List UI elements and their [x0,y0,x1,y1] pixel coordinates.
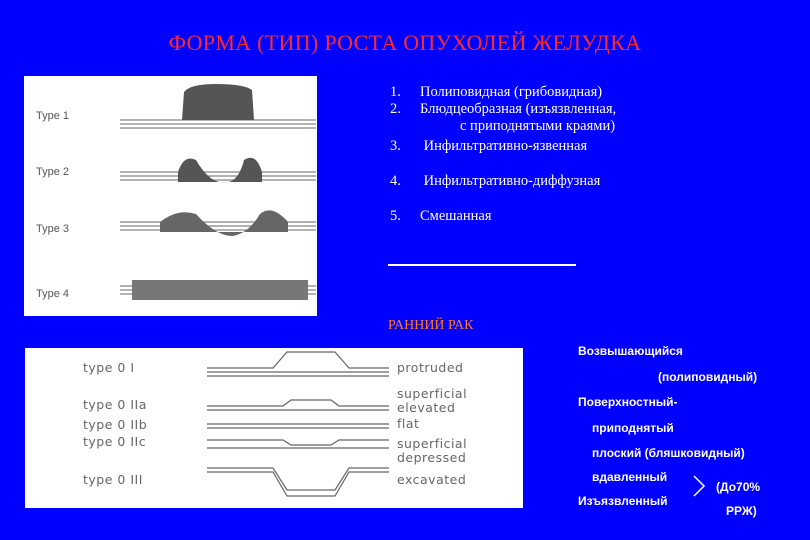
depressed-ru-label: вдавленный [592,470,668,484]
item-text: Инфильтративно-язвенная [420,138,588,154]
early-cancer-figure [25,348,523,508]
type-0-iib-label: type 0 IIb [83,417,148,432]
ulcerated-tumor-shape [178,158,262,182]
diffuse-infiltration-shape [132,280,308,300]
list-underline [388,264,576,266]
polypoid-tumor-shape [182,84,254,120]
bracket-icon [692,474,706,498]
depressed-label: depressed [397,450,467,465]
list-item [390,118,730,135]
elevated-ru-label: приподнятый [592,421,674,435]
percentage-ru-label: (До70% [716,480,761,494]
item-text: Инфильтративно-диффузная [420,173,601,189]
type-0-iia-label: type 0 IIa [83,397,147,412]
ulcerated-ru-label: Изъязвленный [578,494,668,508]
item-text: с приподнятыми краями) [460,118,616,134]
flat-ru-label: плоский (бляшковидный) [592,446,745,460]
item-number: 2. [390,101,401,117]
growth-forms-list [390,84,730,225]
type-1-label: Type 1 [36,110,70,122]
early-lesion-drawing [203,348,389,508]
elevated-label: elevated [397,400,456,415]
early-cancer-heading: РАННИЙ РАК [388,318,474,333]
growth-types-drawing [120,76,316,316]
type-2-label: Type 2 [36,166,70,178]
rrzh-ru-label: РРЖ) [726,504,757,518]
list-item [390,84,730,101]
list-item [390,138,730,155]
type-3-label: Type 3 [36,223,70,235]
flat-label: flat [397,416,420,431]
type-0-iii-label: type 0 III [83,472,143,487]
list-item [390,173,730,190]
polypoid-ru-label: (полиповидный) [658,370,758,384]
protruded-ru-label: Возвышающийся [578,344,683,358]
page-title: ФОРМА (ТИП) РОСТА ОПУХОЛЕЙ ЖЕЛУДКА [168,30,642,55]
item-number: 4. [390,173,401,189]
item-number: 5. [390,208,401,224]
superficial-label: superficial [397,386,468,401]
list-item [390,101,730,118]
infiltrative-ulcer-shape [160,210,288,236]
growth-types-figure [24,76,317,316]
item-text: Полиповидная (грибовидная) [420,84,603,100]
excavated-label: excavated [397,472,467,487]
superficial-ru-label: Поверхностный- [578,395,678,409]
item-number: 1. [390,84,401,100]
superficial-depressed-label: superficial [397,436,468,451]
list-item [390,208,730,225]
type-4-label: Type 4 [36,288,70,300]
item-text: Смешанная [420,208,492,224]
item-text: Блюдцеобразная (изъязвленная, [420,101,617,117]
item-number: 3. [390,138,401,154]
type-0-i-label: type 0 I [83,360,135,375]
protruded-label: protruded [397,360,464,375]
type-0-iic-label: type 0 IIc [83,434,147,449]
